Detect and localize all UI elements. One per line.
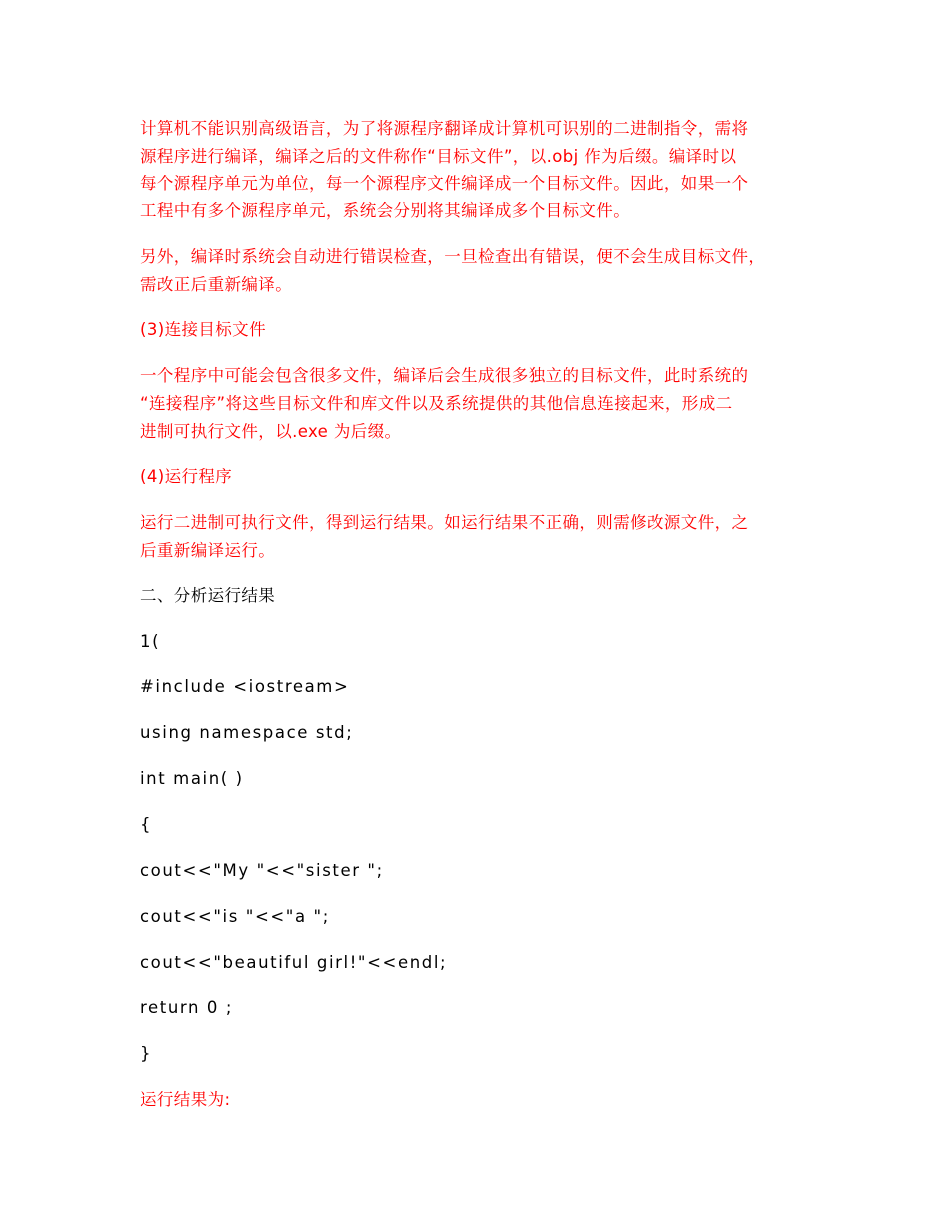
- paragraph-errors-line: 需改正后重新编译。: [140, 275, 293, 294]
- code-line: int main( ): [140, 769, 244, 788]
- paragraph-run-line: 后重新编译运行。: [140, 541, 276, 560]
- paragraph-compile-line: 计算机不能识别高级语言，为了将源程序翻译成计算机可识别的二进制指令，需将: [140, 119, 749, 138]
- heading-link-object-files: (3)连接目标文件: [140, 320, 266, 339]
- paragraph-run-line: 运行二进制可执行文件，得到运行结果。如运行结果不正确，则需修改源文件，之: [140, 513, 749, 532]
- code-line: cout<<"beautiful girl!"<<endl;: [140, 953, 448, 972]
- section-title: 二、分析运行结果: [140, 586, 276, 605]
- code-line: cout<<"My "<<"sister ";: [140, 861, 384, 880]
- code-line: }: [140, 1044, 153, 1063]
- paragraph-link-line: “连接程序”将这些目标文件和库文件以及系统提供的其他信息连接起来，形成二: [140, 394, 733, 413]
- code-line: cout<<"is "<<"a ";: [140, 907, 330, 926]
- paragraph-link-line: 一个程序中可能会包含很多文件，编译后会生成很多独立的目标文件，此时系统的: [140, 366, 749, 385]
- code-line: return 0 ;: [140, 998, 233, 1017]
- code-line: using namespace std;: [140, 723, 354, 742]
- code-line: #include <iostream>: [140, 677, 350, 696]
- heading-run-program: (4)运行程序: [140, 467, 233, 486]
- paragraph-link-line: 进制可执行文件，以.exe 为后缀。: [140, 422, 402, 441]
- code-line: {: [140, 815, 153, 834]
- exercise-number: 1(: [140, 632, 161, 651]
- paragraph-compile-line: 工程中有多个源程序单元，系统会分别将其编译成多个目标文件。: [140, 201, 631, 220]
- paragraph-compile-line: 源程序进行编译，编译之后的文件称作“目标文件”，以.obj 作为后缀。编译时以: [140, 147, 737, 166]
- paragraph-compile-line: 每个源程序单元为单位，每一个源程序文件编译成一个目标文件。因此，如果一个: [140, 174, 749, 193]
- paragraph-errors-line: 另外，编译时系统会自动进行错误检查，一旦检查出有错误，便不会生成目标文件，: [140, 247, 766, 266]
- result-label: 运行结果为:: [140, 1090, 231, 1109]
